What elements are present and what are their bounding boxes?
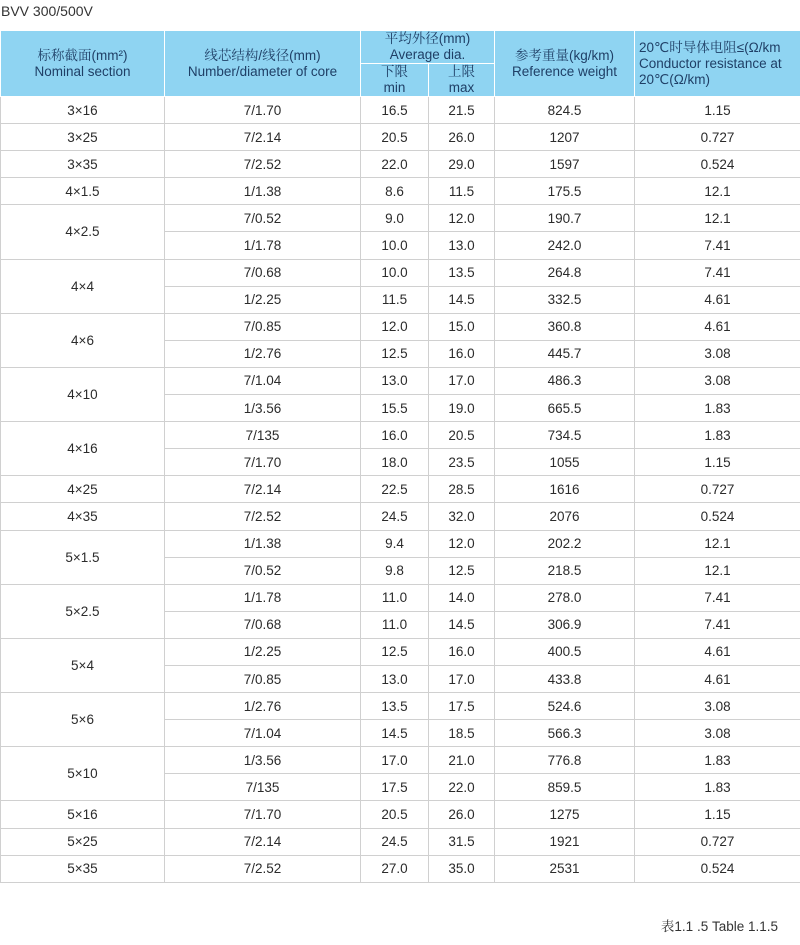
cell-max-dia: 28.5	[429, 476, 495, 503]
table-row	[1, 530, 800, 557]
table-body	[1, 97, 800, 883]
header-average-dia-en: Average dia.	[389, 47, 466, 62]
cell-core-structure: 7/135	[165, 422, 361, 449]
cell-max-dia: 12.0	[429, 205, 495, 232]
cell-max-dia: 16.0	[429, 340, 495, 367]
cell-min-dia: 12.0	[361, 313, 429, 340]
cell-reference-weight: 524.6	[495, 693, 635, 720]
cell-max-dia: 16.0	[429, 638, 495, 665]
cell-resistance: 4.61	[635, 665, 800, 692]
cell-max-dia: 17.5	[429, 693, 495, 720]
cell-nominal-section: 4×2.5	[1, 205, 165, 259]
cell-reference-weight: 486.3	[495, 367, 635, 394]
cell-min-dia: 9.8	[361, 557, 429, 584]
cell-nominal-section: 5×16	[1, 801, 165, 828]
cell-nominal-section: 4×10	[1, 367, 165, 421]
cell-resistance: 3.08	[635, 693, 800, 720]
cell-resistance: 1.83	[635, 747, 800, 774]
cell-min-dia: 27.0	[361, 855, 429, 882]
cell-resistance: 7.41	[635, 584, 800, 611]
cell-core-structure: 7/1.70	[165, 449, 361, 476]
cell-nominal-section: 3×25	[1, 124, 165, 151]
cell-reference-weight: 1275	[495, 801, 635, 828]
table-row	[1, 476, 800, 503]
cell-resistance: 3.08	[635, 340, 800, 367]
cell-reference-weight: 776.8	[495, 747, 635, 774]
cell-core-structure: 1/1.78	[165, 232, 361, 259]
cell-nominal-section: 5×10	[1, 747, 165, 801]
cell-max-dia: 31.5	[429, 828, 495, 855]
cell-min-dia: 13.0	[361, 367, 429, 394]
cell-core-structure: 1/2.76	[165, 340, 361, 367]
table-row	[1, 97, 800, 124]
header-min-cn: 下限	[381, 64, 408, 79]
cell-resistance: 1.15	[635, 449, 800, 476]
table-row	[1, 422, 800, 449]
cell-min-dia: 9.0	[361, 205, 429, 232]
cell-min-dia: 22.0	[361, 151, 429, 178]
table-row	[1, 259, 800, 286]
cell-core-structure: 1/1.38	[165, 530, 361, 557]
header-average-dia	[361, 31, 495, 64]
cell-core-structure: 1/2.25	[165, 638, 361, 665]
cell-reference-weight: 433.8	[495, 665, 635, 692]
cell-reference-weight: 859.5	[495, 774, 635, 801]
cell-core-structure: 1/1.38	[165, 178, 361, 205]
header-core-structure	[165, 31, 361, 97]
cell-max-dia: 13.0	[429, 232, 495, 259]
cell-min-dia: 13.0	[361, 665, 429, 692]
cell-reference-weight: 242.0	[495, 232, 635, 259]
cell-resistance: 4.61	[635, 313, 800, 340]
cell-max-dia: 26.0	[429, 801, 495, 828]
table-row	[1, 855, 800, 882]
cell-nominal-section: 4×16	[1, 422, 165, 476]
cell-reference-weight: 566.3	[495, 720, 635, 747]
cell-nominal-section: 4×1.5	[1, 178, 165, 205]
cell-reference-weight: 360.8	[495, 313, 635, 340]
header-conductor-resistance-l2: Conductor resistance at	[639, 55, 782, 71]
cell-nominal-section: 4×6	[1, 313, 165, 367]
cell-min-dia: 16.5	[361, 97, 429, 124]
header-nominal-section-en: Nominal section	[34, 63, 131, 79]
table-row	[1, 503, 800, 530]
cell-core-structure: 7/0.68	[165, 611, 361, 638]
cell-max-dia: 15.0	[429, 313, 495, 340]
header-min	[361, 64, 429, 97]
cell-resistance: 1.83	[635, 422, 800, 449]
cell-core-structure: 7/2.52	[165, 503, 361, 530]
cell-reference-weight: 264.8	[495, 259, 635, 286]
table-row	[1, 638, 800, 665]
cell-nominal-section: 4×25	[1, 476, 165, 503]
cell-min-dia: 17.0	[361, 747, 429, 774]
cell-max-dia: 17.0	[429, 665, 495, 692]
cell-max-dia: 22.0	[429, 774, 495, 801]
header-average-dia-cn: 平均外径(mm)	[384, 31, 471, 46]
cell-max-dia: 19.0	[429, 395, 495, 422]
header-max-cn: 上限	[448, 64, 475, 79]
cell-core-structure: 7/2.14	[165, 476, 361, 503]
cell-core-structure: 7/1.70	[165, 801, 361, 828]
cell-nominal-section: 5×2.5	[1, 584, 165, 638]
cell-reference-weight: 278.0	[495, 584, 635, 611]
cell-resistance: 12.1	[635, 178, 800, 205]
cell-max-dia: 14.5	[429, 286, 495, 313]
header-conductor-resistance-l1: 20℃时导体电阻≤(Ω/km	[639, 39, 781, 55]
cell-resistance: 7.41	[635, 259, 800, 286]
cell-resistance: 1.83	[635, 774, 800, 801]
cell-max-dia: 21.5	[429, 97, 495, 124]
header-max	[429, 64, 495, 97]
cell-core-structure: 7/0.85	[165, 313, 361, 340]
cell-min-dia: 20.5	[361, 801, 429, 828]
cell-resistance: 0.524	[635, 503, 800, 530]
cable-spec-table	[0, 30, 800, 883]
cell-core-structure: 7/1.04	[165, 367, 361, 394]
cell-core-structure: 7/2.14	[165, 124, 361, 151]
table-header	[1, 31, 800, 97]
cell-resistance: 0.727	[635, 828, 800, 855]
cell-resistance: 7.41	[635, 611, 800, 638]
cell-nominal-section: 5×25	[1, 828, 165, 855]
table-caption: 表1.1 .5 Table 1.1.5	[660, 919, 778, 934]
cell-max-dia: 11.5	[429, 178, 495, 205]
cell-reference-weight: 175.5	[495, 178, 635, 205]
cell-min-dia: 17.5	[361, 774, 429, 801]
cell-core-structure: 1/2.76	[165, 693, 361, 720]
header-core-structure-en: Number/diameter of core	[187, 63, 338, 79]
cell-reference-weight: 1616	[495, 476, 635, 503]
cell-min-dia: 8.6	[361, 178, 429, 205]
cell-reference-weight: 2076	[495, 503, 635, 530]
cell-reference-weight: 1207	[495, 124, 635, 151]
cell-reference-weight: 665.5	[495, 395, 635, 422]
cell-core-structure: 7/2.14	[165, 828, 361, 855]
cell-resistance: 7.41	[635, 232, 800, 259]
cell-core-structure: 1/3.56	[165, 747, 361, 774]
cell-max-dia: 23.5	[429, 449, 495, 476]
cell-core-structure: 7/135	[165, 774, 361, 801]
cell-resistance: 1.15	[635, 801, 800, 828]
cell-resistance: 1.15	[635, 97, 800, 124]
cell-reference-weight: 1597	[495, 151, 635, 178]
cell-reference-weight: 332.5	[495, 286, 635, 313]
cell-reference-weight: 734.5	[495, 422, 635, 449]
header-reference-weight-cn: 参考重量(kg/km)	[515, 47, 615, 63]
cell-resistance: 1.83	[635, 395, 800, 422]
cell-resistance: 4.61	[635, 286, 800, 313]
cell-nominal-section: 3×16	[1, 97, 165, 124]
cell-reference-weight: 1921	[495, 828, 635, 855]
cell-nominal-section: 5×4	[1, 638, 165, 692]
cell-nominal-section: 4×35	[1, 503, 165, 530]
cell-min-dia: 14.5	[361, 720, 429, 747]
cell-resistance: 12.1	[635, 557, 800, 584]
cell-resistance: 4.61	[635, 638, 800, 665]
cell-core-structure: 7/1.04	[165, 720, 361, 747]
cell-min-dia: 20.5	[361, 124, 429, 151]
header-core-structure-cn: 线芯结构/线径(mm)	[204, 47, 321, 63]
table-row	[1, 205, 800, 232]
table-row	[1, 693, 800, 720]
table-row	[1, 747, 800, 774]
cell-max-dia: 18.5	[429, 720, 495, 747]
cell-nominal-section: 5×6	[1, 693, 165, 747]
table-row	[1, 124, 800, 151]
cell-nominal-section: 4×4	[1, 259, 165, 313]
cell-core-structure: 7/0.52	[165, 557, 361, 584]
cell-reference-weight: 202.2	[495, 530, 635, 557]
cell-min-dia: 11.0	[361, 611, 429, 638]
cell-min-dia: 18.0	[361, 449, 429, 476]
cell-reference-weight: 400.5	[495, 638, 635, 665]
cell-min-dia: 13.5	[361, 693, 429, 720]
cell-core-structure: 1/3.56	[165, 395, 361, 422]
cell-max-dia: 21.0	[429, 747, 495, 774]
cell-min-dia: 12.5	[361, 638, 429, 665]
cell-resistance: 3.08	[635, 367, 800, 394]
cell-reference-weight: 2531	[495, 855, 635, 882]
cell-max-dia: 12.5	[429, 557, 495, 584]
cell-min-dia: 16.0	[361, 422, 429, 449]
cell-min-dia: 9.4	[361, 530, 429, 557]
cell-core-structure: 7/0.85	[165, 665, 361, 692]
cell-core-structure: 1/1.78	[165, 584, 361, 611]
cell-min-dia: 12.5	[361, 340, 429, 367]
cell-min-dia: 24.5	[361, 503, 429, 530]
header-max-en: max	[448, 80, 475, 95]
cell-max-dia: 35.0	[429, 855, 495, 882]
cell-min-dia: 15.5	[361, 395, 429, 422]
cell-core-structure: 1/2.25	[165, 286, 361, 313]
cell-max-dia: 13.5	[429, 259, 495, 286]
header-nominal-section	[1, 31, 165, 97]
cell-core-structure: 7/1.70	[165, 97, 361, 124]
cell-max-dia: 26.0	[429, 124, 495, 151]
cell-min-dia: 24.5	[361, 828, 429, 855]
cell-min-dia: 22.5	[361, 476, 429, 503]
cell-reference-weight: 218.5	[495, 557, 635, 584]
cell-min-dia: 11.5	[361, 286, 429, 313]
table-row	[1, 584, 800, 611]
cell-max-dia: 20.5	[429, 422, 495, 449]
table-row	[1, 151, 800, 178]
cell-core-structure: 7/0.52	[165, 205, 361, 232]
cell-reference-weight: 824.5	[495, 97, 635, 124]
cell-resistance: 3.08	[635, 720, 800, 747]
cell-max-dia: 29.0	[429, 151, 495, 178]
cell-max-dia: 17.0	[429, 367, 495, 394]
cell-reference-weight: 306.9	[495, 611, 635, 638]
table-row	[1, 313, 800, 340]
table-row	[1, 828, 800, 855]
header-conductor-resistance	[635, 31, 800, 97]
header-min-en: min	[383, 80, 406, 95]
cell-nominal-section: 3×35	[1, 151, 165, 178]
cell-resistance: 0.524	[635, 855, 800, 882]
table-row	[1, 801, 800, 828]
cell-nominal-section: 5×35	[1, 855, 165, 882]
cell-min-dia: 10.0	[361, 259, 429, 286]
header-reference-weight	[495, 31, 635, 97]
header-reference-weight-en: Reference weight	[511, 63, 618, 79]
cell-max-dia: 14.0	[429, 584, 495, 611]
table-title: BVV 300/500V	[1, 3, 93, 19]
table-row	[1, 367, 800, 394]
cell-core-structure: 7/2.52	[165, 151, 361, 178]
cell-resistance: 0.727	[635, 476, 800, 503]
header-conductor-resistance-l3: 20℃(Ω/km)	[639, 71, 711, 87]
cell-resistance: 0.524	[635, 151, 800, 178]
cell-min-dia: 11.0	[361, 584, 429, 611]
table-row	[1, 178, 800, 205]
cell-nominal-section: 5×1.5	[1, 530, 165, 584]
cell-resistance: 12.1	[635, 205, 800, 232]
cell-min-dia: 10.0	[361, 232, 429, 259]
cell-max-dia: 14.5	[429, 611, 495, 638]
cell-core-structure: 7/0.68	[165, 259, 361, 286]
cell-reference-weight: 190.7	[495, 205, 635, 232]
cell-resistance: 0.727	[635, 124, 800, 151]
cell-max-dia: 32.0	[429, 503, 495, 530]
cell-reference-weight: 445.7	[495, 340, 635, 367]
header-nominal-section-cn: 标称截面(mm²)	[37, 47, 128, 63]
cell-max-dia: 12.0	[429, 530, 495, 557]
cell-reference-weight: 1055	[495, 449, 635, 476]
cell-resistance: 12.1	[635, 530, 800, 557]
cell-core-structure: 7/2.52	[165, 855, 361, 882]
